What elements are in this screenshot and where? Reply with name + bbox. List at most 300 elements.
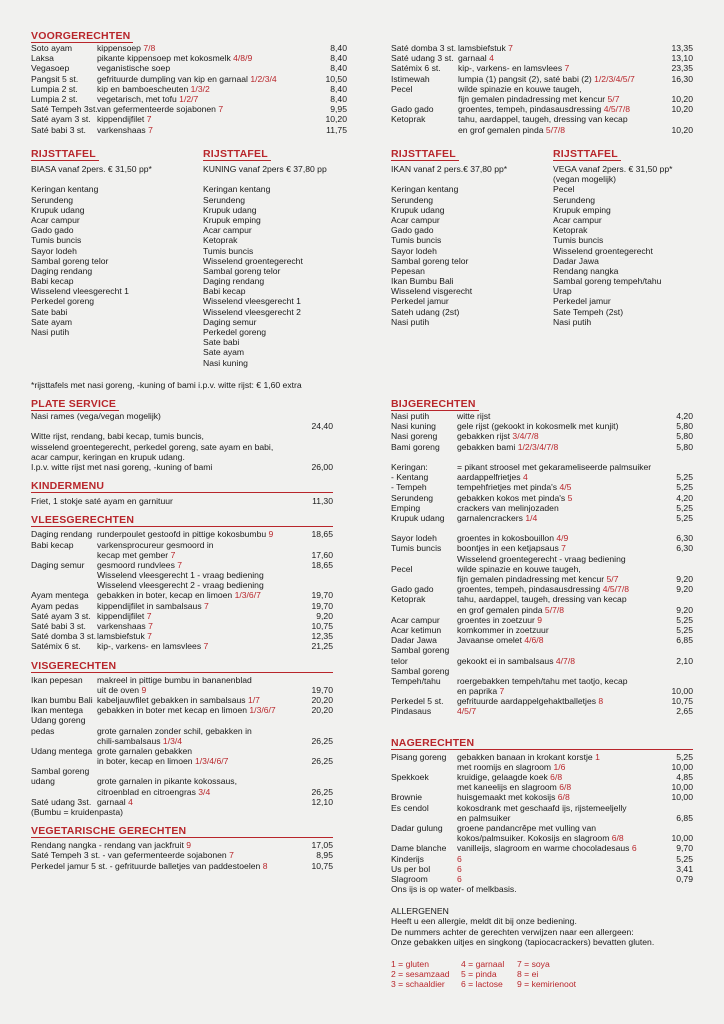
menu-row bbox=[31, 540, 333, 550]
item-description-text: gefrituurde aardappelgehaktballetjes bbox=[457, 696, 599, 707]
item-description-text: in boter, kecap en limoen bbox=[97, 756, 195, 767]
item-description bbox=[97, 621, 153, 631]
item-description-text: varkensprocureur gesmoord in bbox=[97, 539, 214, 550]
allergen-codes: 8 bbox=[262, 860, 268, 871]
menu-row bbox=[31, 590, 333, 600]
menu-row bbox=[31, 695, 333, 705]
item-price: 10,50 bbox=[325, 73, 347, 84]
item-name: Dadar gulung bbox=[391, 822, 443, 833]
item-description bbox=[457, 462, 651, 472]
menu-row bbox=[391, 574, 693, 584]
item-price: 3,41 bbox=[676, 863, 693, 874]
item-description-text: tempehfrietjes met pinda's bbox=[457, 482, 560, 493]
item-description-text: huisgemaakt met kokosijs bbox=[457, 792, 558, 803]
allergen-codes: 7 bbox=[229, 850, 234, 861]
rijsttafel-dish: Sayor lodeh bbox=[31, 245, 77, 256]
item-name-text: Rendang nangka - rendang van jackfruit bbox=[31, 840, 187, 851]
item-name: Udang mentega bbox=[31, 745, 93, 756]
item-description-text: varkenshaas bbox=[97, 621, 149, 631]
menu-row bbox=[31, 104, 347, 114]
rijsttafel-dish: Nasi putih bbox=[391, 316, 430, 327]
rijsttafel-dish: Wisselend visgerecht bbox=[391, 286, 473, 297]
item-description-text: citroenblad en citroengras bbox=[97, 786, 199, 797]
menu-row bbox=[391, 523, 693, 533]
item-description bbox=[97, 560, 182, 570]
menu-row bbox=[31, 776, 333, 786]
item-description bbox=[457, 564, 581, 574]
ijs-note: Ons ijs is op water- of melkbasis. bbox=[391, 884, 517, 895]
item-name bbox=[31, 840, 191, 850]
item-description-text: gefrituurde dumpling van kip en garnaal bbox=[97, 73, 251, 84]
menu-row bbox=[31, 766, 333, 776]
item-description bbox=[457, 864, 462, 874]
item-price: 5,25 bbox=[676, 614, 693, 625]
allergen-codes: 5 bbox=[567, 492, 573, 503]
item-name: Ketoprak bbox=[391, 114, 426, 125]
menu-row bbox=[391, 472, 693, 482]
rijsttafel-note: *rijsttafels met nasi goreng, -kuning of bami i.p.v. witte rijst: € 1,60 extra bbox=[31, 380, 302, 390]
allergen-codes bbox=[391, 959, 693, 993]
rijsttafel-title: RIJSTTAFEL bbox=[31, 148, 99, 161]
item-description-text: kabeljauwfilet gebakken in sambalsaus bbox=[97, 694, 248, 705]
item-description bbox=[458, 125, 565, 135]
vleesgerechten-list bbox=[31, 529, 333, 651]
item-description-text: grote garnalen zonder schil, gebakken in bbox=[97, 725, 252, 736]
item-name: Saté babi 3 st. bbox=[31, 621, 86, 631]
allergen-codes: 7/8 bbox=[143, 43, 156, 53]
item-description-text: grote garnalen in pikante kokossaus, bbox=[97, 776, 237, 787]
rijsttafel-dish: Sate Tempeh (2st) bbox=[553, 306, 624, 317]
item-description-text: boontjes in een ketjapsaus bbox=[457, 543, 562, 554]
item-description-text: kippendijfilet bbox=[97, 610, 147, 621]
item-price: 13,10 bbox=[671, 53, 693, 64]
allergen-codes: 7 bbox=[218, 104, 224, 115]
item-description bbox=[97, 675, 252, 685]
menu-row bbox=[391, 533, 693, 543]
item-price: 16,30 bbox=[671, 73, 693, 84]
kindermenu-price: 11,30 bbox=[312, 496, 333, 507]
allergen-codes: 4/7/8 bbox=[555, 655, 576, 666]
menu-row bbox=[31, 611, 333, 621]
voorgerechten-list bbox=[31, 43, 347, 135]
item-description-text: = pikant stroosel met gekarameliseerde palmsuiker bbox=[457, 461, 652, 472]
rijsttafel-dish: Sambal goreng telor bbox=[31, 255, 109, 266]
item-price: 10,20 bbox=[671, 124, 693, 135]
plate-service-text: Nasi rames (vega/vegan mogelijk) bbox=[31, 411, 161, 421]
rijsttafel-dish: Sambal goreng telor bbox=[391, 255, 469, 266]
voorgerechten-title: VOORGERECHTEN bbox=[31, 30, 133, 43]
item-name: Saté ayam 3 st. bbox=[31, 610, 91, 621]
allergen-codes: 4/6/8 bbox=[524, 635, 544, 646]
menu-row bbox=[31, 715, 333, 725]
rijsttafel-dish: Perkedel jamur bbox=[553, 296, 611, 307]
menu-row bbox=[391, 696, 693, 706]
allergen-codes: 1/2/3/4 bbox=[250, 73, 277, 84]
rijsttafel-dish: Babi kecap bbox=[203, 286, 246, 297]
item-description-text: Wisselend vleesgerecht 2 - vraag bediening bbox=[97, 580, 264, 591]
item-price: 4,20 bbox=[676, 411, 693, 421]
rijsttafel-dish: Tumis buncis bbox=[391, 235, 442, 246]
allergenen-line: Heeft u een allergie, meldt dit bij onze bediening. bbox=[391, 916, 577, 927]
item-price: 13,35 bbox=[671, 43, 693, 53]
item-name: Lumpia 2 st. bbox=[31, 83, 78, 94]
item-description bbox=[97, 84, 210, 94]
bijgerechten-list bbox=[391, 411, 693, 717]
item-description-text: lamsbiefstuk bbox=[97, 631, 148, 642]
plate-service-line bbox=[31, 411, 333, 421]
item-name: Gado gado bbox=[391, 584, 434, 595]
item-name: Keringan: bbox=[391, 461, 428, 472]
item-description bbox=[97, 776, 237, 786]
menu-row bbox=[31, 84, 347, 94]
item-price: 9,70 bbox=[676, 843, 693, 854]
kindermenu-title: KINDERMENU bbox=[31, 480, 333, 493]
rijsttafel-dish: Babi kecap bbox=[31, 276, 74, 287]
rijsttafel-vega bbox=[553, 148, 713, 327]
item-price: 5,25 bbox=[676, 482, 693, 493]
rijsttafel-dish: Daging rendang bbox=[203, 276, 265, 287]
menu-row bbox=[391, 462, 693, 472]
allergen-codes: 6/8 bbox=[557, 792, 570, 803]
item-description-text: gebakken bami bbox=[457, 441, 518, 452]
item-description-text: fijn gemalen pindadressing met kencur bbox=[458, 93, 608, 104]
item-description bbox=[97, 94, 198, 104]
item-description bbox=[457, 635, 543, 645]
item-description bbox=[457, 472, 528, 482]
item-description-text: kip-, varkens- en lamsvlees bbox=[97, 641, 204, 652]
allergen-codes: 7 bbox=[146, 114, 152, 125]
allergen-codes: 7 bbox=[148, 124, 153, 135]
allergen-codes: 7 bbox=[499, 686, 505, 697]
rijsttafel-dish: Keringan kentang bbox=[391, 184, 459, 195]
rijsttafel-dish: Daging semur bbox=[203, 316, 257, 327]
menu-row bbox=[391, 125, 693, 135]
item-name: Nasi kuning bbox=[391, 421, 436, 432]
menu-row bbox=[391, 645, 693, 655]
item-name: Pecel bbox=[391, 563, 413, 574]
plate-service-price: 26,00 bbox=[311, 461, 333, 472]
allergen-codes: 1/4 bbox=[525, 512, 538, 523]
item-description bbox=[457, 594, 627, 604]
item-price: 5,25 bbox=[676, 472, 693, 483]
rijsttafel-dish: Serundeng bbox=[31, 194, 74, 205]
allergen-codes: 9 bbox=[537, 614, 543, 625]
nagerechten-title: NAGERECHTEN bbox=[391, 737, 693, 750]
rijsttafel-dish: Tumis buncis bbox=[203, 245, 254, 256]
allergen-legend-item: 9 = kemirienoot bbox=[517, 979, 576, 990]
plate-service-price-row bbox=[31, 421, 333, 431]
item-price: 26,25 bbox=[311, 756, 333, 767]
item-name: Ikan mentega bbox=[31, 705, 84, 716]
menu-row bbox=[391, 513, 693, 523]
item-description bbox=[97, 601, 209, 611]
rijsttafel-subtitle: VEGA vanaf 2pers. € 31,50 pp* bbox=[553, 164, 673, 174]
allergen-codes: 5/7/8 bbox=[545, 124, 566, 135]
item-description-text: van gefermenteerde sojabonen bbox=[97, 104, 219, 115]
item-description bbox=[457, 686, 504, 696]
item-price: 5,25 bbox=[676, 751, 693, 762]
menu-row bbox=[31, 43, 347, 53]
rijsttafel-dish: Sate ayam bbox=[203, 347, 245, 358]
menu-row bbox=[391, 411, 693, 421]
item-description bbox=[457, 833, 624, 843]
item-description-text: uit de oven bbox=[97, 684, 142, 695]
item-name: Pangsit 5 st. bbox=[31, 73, 79, 84]
item-description bbox=[457, 625, 549, 635]
item-description-text: Wisselend vleesgerecht 1 - vraag bediening bbox=[97, 570, 264, 581]
item-description bbox=[97, 726, 252, 736]
allergen-codes: 9 bbox=[141, 684, 147, 695]
item-description bbox=[97, 797, 133, 807]
rijsttafel-dish: Sate babi bbox=[203, 337, 240, 348]
item-description-text: garnalencrackers bbox=[457, 512, 526, 523]
allergen-codes: 7 bbox=[203, 641, 209, 652]
rijsttafel-title: RIJSTTAFEL bbox=[391, 148, 459, 161]
item-description-text: kip en bamboescheuten bbox=[97, 83, 191, 94]
item-description bbox=[97, 74, 277, 84]
item-description-text: Wisselend groentegerecht - vraag bediening bbox=[457, 553, 626, 564]
item-description-text: runderpoulet gestoofd in pittige kokosbumbu bbox=[97, 529, 269, 540]
plate-service-line bbox=[31, 442, 333, 452]
menu-row bbox=[391, 452, 693, 462]
item-description bbox=[458, 74, 635, 84]
item-description-text: kippendijfilet in sambalsaus bbox=[97, 600, 205, 611]
rijsttafel-dish: Keringan kentang bbox=[31, 184, 99, 195]
item-description bbox=[457, 574, 618, 584]
allergen-codes: 1/3/4 bbox=[162, 735, 183, 746]
item-name bbox=[31, 850, 234, 860]
menu-row bbox=[391, 605, 693, 615]
vleesgerechten-title: VLEESGERECHTEN bbox=[31, 514, 333, 527]
item-description bbox=[97, 43, 155, 53]
menu-row bbox=[391, 421, 693, 431]
item-price: 8,40 bbox=[330, 93, 347, 104]
item-description-text: fijn gemalen pindadressing met kencur bbox=[457, 574, 607, 584]
menu-row bbox=[391, 752, 693, 762]
rijsttafel-biasa bbox=[31, 148, 201, 337]
rijsttafel-dish: Sambal goreng telor bbox=[203, 265, 281, 276]
item-description-text: en grof gemalen pinda bbox=[457, 604, 545, 615]
allergen-legend-item: 6 = lactose bbox=[461, 979, 503, 990]
menu-row bbox=[391, 84, 693, 94]
item-price: 6,30 bbox=[676, 533, 693, 544]
item-name: udang bbox=[31, 776, 55, 787]
allergen-codes: 1/3/4/6/7 bbox=[194, 756, 229, 767]
allergen-codes: 5/7 bbox=[607, 93, 620, 104]
item-name: Brownie bbox=[391, 792, 423, 803]
allergen-codes: 1/2/3/4/5/7 bbox=[594, 73, 635, 84]
menu-row bbox=[31, 550, 333, 560]
item-name: Saté udang 3 st. bbox=[391, 53, 454, 64]
item-name: Ikan bumbu Bali bbox=[31, 694, 93, 705]
item-description bbox=[97, 529, 273, 539]
item-price: 10,00 bbox=[671, 686, 693, 697]
item-description-text: gebakken kokos met pinda's bbox=[457, 492, 568, 503]
plate-service-line bbox=[31, 452, 333, 462]
item-price: 19,70 bbox=[311, 590, 333, 601]
allergen-codes: 7 bbox=[170, 549, 176, 560]
allergenen-line: Onze gebakken uitjes en singkong (tapiocacrackers) bevatten gluten. bbox=[391, 936, 655, 947]
menu-row bbox=[31, 756, 333, 766]
item-name: Nasi goreng bbox=[391, 431, 438, 442]
rijsttafel-dish: Krupuk emping bbox=[203, 214, 261, 225]
item-description bbox=[97, 631, 152, 641]
item-price: 4,85 bbox=[676, 772, 693, 782]
rijsttafel-dish: Dadar Jawa bbox=[553, 255, 599, 266]
item-name: Tumis buncis bbox=[391, 543, 442, 554]
item-name-text: Perkedel jamur 5 st. - gefrituurde balletjes van paddestoelen bbox=[31, 860, 263, 871]
item-price: 18,65 bbox=[311, 529, 333, 540]
item-name: Acar campur bbox=[391, 614, 440, 625]
item-price: 9,20 bbox=[316, 610, 333, 621]
left-lower-column bbox=[31, 398, 333, 871]
item-description-text: tahu, aardappel, taugeh, dressing van kecap bbox=[457, 594, 627, 605]
rijsttafel-subtitle-2 bbox=[31, 174, 201, 184]
rijsttafel-dish: Ikan Bumbu Bali bbox=[391, 276, 454, 287]
item-name: Saté domba 3 st. bbox=[31, 631, 96, 642]
item-price: 0,79 bbox=[676, 873, 693, 884]
allergen-codes: 4/5 bbox=[559, 482, 572, 493]
item-price: 9,95 bbox=[330, 104, 347, 115]
item-name: Satémix 6 st. bbox=[391, 63, 441, 74]
item-price: 10,00 bbox=[671, 792, 693, 803]
nagerechten-list bbox=[391, 752, 693, 884]
item-description bbox=[97, 695, 260, 705]
item-price: 26,25 bbox=[311, 735, 333, 746]
item-price: 6,85 bbox=[676, 812, 693, 823]
rijsttafel-dish: Perkedel goreng bbox=[203, 327, 267, 337]
menu-row bbox=[391, 554, 693, 564]
plate-service-text: Witte rijst, rendang, babi kecap, tumis buncis, bbox=[31, 431, 204, 442]
item-price: 5,80 bbox=[676, 421, 693, 432]
menu-row bbox=[391, 114, 693, 124]
menu-row bbox=[391, 823, 693, 833]
menu-row bbox=[31, 726, 333, 736]
rijsttafel-dish: Sambal goreng tempeh/tahu bbox=[553, 276, 662, 287]
item-description bbox=[97, 685, 146, 695]
rijsttafel-subtitle: KUNING vanaf 2pers € 37,80 pp bbox=[203, 164, 327, 174]
item-description-text: roergebakken tempeh/tahu met taotjo, kecap bbox=[457, 675, 628, 686]
item-price: 19,70 bbox=[311, 600, 333, 611]
allergen-legend-item: 4 = garnaal bbox=[461, 959, 505, 969]
rijsttafel-dish: Serundeng bbox=[203, 194, 246, 205]
voorgerechten-continued bbox=[391, 43, 693, 135]
item-name: Kinderijs bbox=[391, 853, 424, 864]
item-description-text: wilde spinazie en kouwe taugeh, bbox=[457, 563, 581, 574]
allergen-codes: 4/9 bbox=[556, 533, 569, 544]
menu-row bbox=[31, 641, 333, 651]
rijsttafel-subtitle-2 bbox=[203, 174, 373, 184]
rijsttafel-dish: Acar campur bbox=[31, 214, 80, 225]
rijsttafel-dish: Tumis buncis bbox=[31, 235, 82, 246]
item-price: 5,25 bbox=[676, 512, 693, 523]
item-name: Serundeng bbox=[391, 492, 434, 503]
item-description bbox=[458, 43, 513, 53]
allergen-codes: 7 bbox=[146, 610, 152, 621]
menu-row bbox=[31, 53, 347, 63]
item-description-text: gebakken rijst bbox=[457, 431, 513, 442]
item-description bbox=[457, 421, 618, 431]
item-price: 10,20 bbox=[671, 104, 693, 115]
item-price: 12,10 bbox=[311, 796, 333, 807]
item-price: 23,35 bbox=[671, 63, 693, 74]
menu-row bbox=[31, 797, 333, 807]
item-name: Bami goreng bbox=[391, 441, 440, 452]
rijsttafel-dish: Daging rendang bbox=[31, 265, 93, 276]
item-description-text: grote garnalen gebakken bbox=[97, 745, 193, 756]
rijsttafel-dish: Ketoprak bbox=[553, 225, 588, 236]
rijsttafel-title: RIJSTTAFEL bbox=[203, 148, 271, 161]
item-name: Gado gado bbox=[391, 104, 434, 115]
allergen-codes: 8 bbox=[598, 696, 604, 707]
allergen-legend-item: 7 = soya bbox=[517, 959, 550, 969]
item-name: Ayam mentega bbox=[31, 590, 89, 601]
allergen-codes: 1/3/6/7 bbox=[249, 705, 276, 716]
item-name: Daging rendang bbox=[31, 529, 93, 540]
item-name: pedas bbox=[31, 725, 55, 736]
menu-row bbox=[391, 706, 693, 716]
menu-row bbox=[391, 431, 693, 441]
item-description-text: pikante kippensoep met kokosmelk bbox=[97, 53, 234, 64]
item-description-text: lumpia (1) pangsit (2), saté babi (2) bbox=[458, 73, 595, 84]
menu-row bbox=[391, 666, 693, 676]
item-description bbox=[457, 792, 570, 802]
plate-service-text: I.p.v. witte rijst met nasi goreng, -kuning of bami bbox=[31, 461, 213, 472]
item-description-text: kippensoep bbox=[97, 43, 144, 53]
rijsttafel-dish: Krupuk udang bbox=[203, 204, 257, 215]
item-description bbox=[457, 493, 572, 503]
allergen-codes: 5/7/8 bbox=[544, 604, 565, 615]
item-name: Us per bol bbox=[391, 863, 431, 874]
item-description-text: met roomijs en slagroom bbox=[457, 761, 554, 772]
menu-row bbox=[31, 74, 347, 84]
rijsttafel-kuning bbox=[203, 148, 373, 368]
rijsttafel-dish: Urap bbox=[553, 286, 572, 297]
item-description bbox=[457, 752, 600, 762]
item-description bbox=[97, 611, 151, 621]
item-description bbox=[97, 580, 264, 590]
item-description-text: chili-sambalsaus bbox=[97, 735, 163, 746]
menu-row bbox=[391, 63, 693, 73]
allergen-codes: 4 bbox=[522, 472, 528, 483]
allergen-codes: 6/8 bbox=[559, 782, 572, 793]
item-name: - Tempeh bbox=[391, 482, 427, 493]
item-name: Sambal goreng bbox=[391, 645, 450, 656]
item-description bbox=[457, 584, 629, 594]
allergen-codes: 9 bbox=[186, 840, 192, 851]
item-name: Pecel bbox=[391, 83, 413, 94]
menu-row bbox=[391, 74, 693, 84]
item-description bbox=[97, 736, 182, 746]
item-price: 5,80 bbox=[676, 441, 693, 452]
menu-row bbox=[31, 114, 347, 124]
item-description-text: gebakken in boter met kecap en limoen bbox=[97, 705, 250, 716]
item-name: Lumpia 2 st. bbox=[31, 93, 78, 104]
item-description bbox=[457, 676, 628, 686]
item-description bbox=[458, 84, 582, 94]
item-price: 26,25 bbox=[311, 786, 333, 797]
item-description-text: kokosdrank met geschaafd ijs, rijstemeeljelly bbox=[457, 802, 627, 813]
allergen-codes: 1/2/3/4/7/8 bbox=[517, 441, 559, 452]
item-name: Krupuk udang bbox=[391, 512, 445, 523]
item-price: 8,40 bbox=[330, 43, 347, 53]
rijsttafel-dish: Serundeng bbox=[391, 194, 434, 205]
item-description bbox=[457, 656, 575, 666]
item-description bbox=[97, 63, 170, 73]
menu-row bbox=[31, 685, 333, 695]
kindermenu-text: Friet, 1 stokje saté ayam en garnituur bbox=[31, 496, 173, 507]
menu-row bbox=[31, 601, 333, 611]
